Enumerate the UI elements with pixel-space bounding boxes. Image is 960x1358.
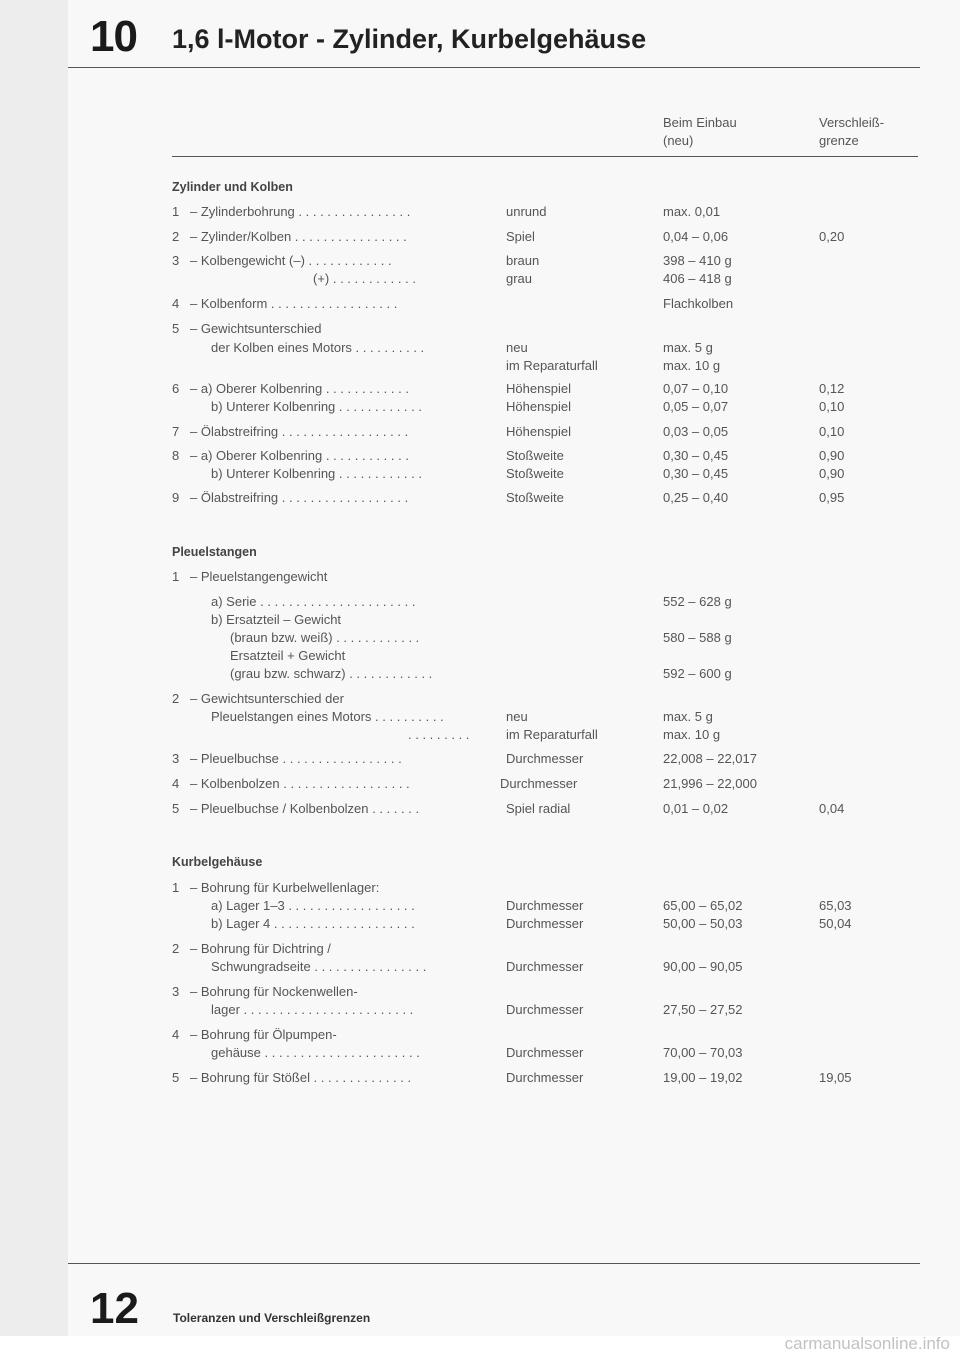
table-row xyxy=(0,612,960,630)
row-label: a) Serie . . . . . . . . . . . . . . . . . . . . . . xyxy=(211,594,416,609)
table-row xyxy=(0,630,960,648)
row-new-value: 592 – 600 g xyxy=(663,666,732,681)
row-unit: Höhenspiel xyxy=(506,424,572,439)
table-row xyxy=(0,358,960,376)
row-number: 2 xyxy=(172,229,180,244)
row-label: (grau bzw. schwarz) . . . . . . . . . . . . xyxy=(230,666,433,681)
table-row xyxy=(0,959,960,977)
row-new-value: 65,00 – 65,02 xyxy=(663,898,743,913)
row-new-value: 0,01 – 0,02 xyxy=(663,801,729,816)
table-row xyxy=(0,340,960,358)
row-label: – Ölabstreifring . . . . . . . . . . . . . . . . . . xyxy=(190,490,409,505)
row-wear-limit: 0,90 xyxy=(819,448,845,463)
page-number: 12 xyxy=(90,1284,139,1333)
row-number: 1 xyxy=(172,569,180,584)
row-number: 2 xyxy=(172,691,180,706)
row-new-value: max. 0,01 xyxy=(663,204,721,219)
row-new-value: 0,03 – 0,05 xyxy=(663,424,729,439)
row-label: Ersatzteil + Gewicht xyxy=(230,648,346,663)
row-label: gehäuse . . . . . . . . . . . . . . . . . . . . . . xyxy=(211,1045,420,1060)
watermark: carmanualsonline.info xyxy=(784,1334,950,1353)
table-row xyxy=(0,204,960,222)
row-new-value: 0,30 – 0,45 xyxy=(663,466,729,481)
row-new-value: 0,25 – 0,40 xyxy=(663,490,729,505)
row-unit: im Reparaturfall xyxy=(506,727,598,742)
row-unit: neu xyxy=(506,340,528,355)
chapter-number: 10 xyxy=(90,12,137,61)
footer-text: Toleranzen und Verschleißgrenzen xyxy=(173,1311,371,1325)
row-wear-limit: 0,10 xyxy=(819,399,845,414)
row-wear-limit: 65,03 xyxy=(819,898,852,913)
row-number: 2 xyxy=(172,941,180,956)
table-row xyxy=(0,424,960,442)
row-label: – Bohrung für Ölpumpen- xyxy=(190,1027,337,1042)
row-unit: Stoßweite xyxy=(506,466,564,481)
table-row xyxy=(0,801,960,819)
row-number: 1 xyxy=(172,880,180,895)
row-label: b) Lager 4 . . . . . . . . . . . . . . . . . . . . xyxy=(211,916,415,931)
row-new-value: max. 10 g xyxy=(663,727,721,742)
row-label: b) Unterer Kolbenring . . . . . . . . . . . . xyxy=(211,399,422,414)
section-heading-connecting-rods: Pleuelstangen xyxy=(172,545,257,559)
row-number: 4 xyxy=(172,1027,180,1042)
row-unit: unrund xyxy=(506,204,547,219)
row-number: 8 xyxy=(172,448,180,463)
table-row xyxy=(0,569,960,587)
row-unit: Durchmesser xyxy=(506,1045,584,1060)
row-unit: Spiel radial xyxy=(506,801,571,816)
table-row xyxy=(0,271,960,289)
column-header-limit: Verschleiß- grenze xyxy=(819,115,885,148)
row-number: 1 xyxy=(172,204,180,219)
row-label: der Kolben eines Motors . . . . . . . . . . xyxy=(211,340,425,355)
row-wear-limit: 0,10 xyxy=(819,424,845,439)
row-new-value: Flachkolben xyxy=(663,296,734,311)
row-new-value: 70,00 – 70,03 xyxy=(663,1045,743,1060)
row-wear-limit: 0,20 xyxy=(819,229,845,244)
row-unit: Höhenspiel xyxy=(506,399,572,414)
row-number: 9 xyxy=(172,490,180,505)
row-unit: braun xyxy=(506,253,540,268)
row-unit: Durchmesser xyxy=(506,751,584,766)
row-unit: Stoßweite xyxy=(506,490,564,505)
row-label: – Ölabstreifring . . . . . . . . . . . . . . . . . . xyxy=(190,424,409,439)
row-new-value: 19,00 – 19,02 xyxy=(663,1070,743,1085)
row-number: 7 xyxy=(172,424,180,439)
row-unit: Stoßweite xyxy=(506,448,564,463)
row-new-value: max. 10 g xyxy=(663,358,721,373)
page-title: 1,6 l-Motor - Zylinder, Kurbelgehäuse xyxy=(172,24,647,54)
table-row xyxy=(0,253,960,271)
row-new-value: 90,00 – 90,05 xyxy=(663,959,743,974)
row-number: 6 xyxy=(172,381,180,396)
row-label: (braun bzw. weiß) . . . . . . . . . . . . xyxy=(230,630,420,645)
row-label: – Pleuelstangengewicht xyxy=(190,569,328,584)
table-row xyxy=(0,448,960,466)
row-number: 3 xyxy=(172,751,180,766)
row-number: 5 xyxy=(172,801,180,816)
row-unit: im Reparaturfall xyxy=(506,358,598,373)
row-label: a) Lager 1–3 . . . . . . . . . . . . . . . . . . xyxy=(211,898,415,913)
row-label: – Bohrung für Stößel . . . . . . . . . . . . . . xyxy=(190,1070,412,1085)
table-row xyxy=(0,594,960,612)
row-label: – Gewichtsunterschied xyxy=(190,321,322,336)
row-label: – Pleuelbuchse . . . . . . . . . . . . . . . . . xyxy=(190,751,402,766)
row-new-value: 21,996 – 22,000 xyxy=(663,776,757,791)
row-label: Pleuelstangen eines Motors . . . . . . . . . . xyxy=(211,709,444,724)
row-unit: Durchmesser xyxy=(506,898,584,913)
row-unit: Durchmesser xyxy=(506,959,584,974)
row-wear-limit: 0,90 xyxy=(819,466,845,481)
row-wear-limit: 0,12 xyxy=(819,381,845,396)
row-number: 3 xyxy=(172,253,180,268)
row-label: – Kolbengewicht (–) . . . . . . . . . . . . xyxy=(190,253,392,268)
row-label: b) Ersatzteil – Gewicht xyxy=(211,612,342,627)
row-unit: grau xyxy=(506,271,533,286)
table-row xyxy=(0,1070,960,1088)
row-label: Schwungradseite . . . . . . . . . . . . . . . . xyxy=(211,959,427,974)
row-label: . . . . . . . . . xyxy=(408,727,470,742)
row-new-value: 406 – 418 g xyxy=(663,271,732,286)
row-label: lager . . . . . . . . . . . . . . . . . . . . . . . . xyxy=(211,1002,414,1017)
header-rule xyxy=(68,67,920,68)
row-wear-limit: 50,04 xyxy=(819,916,852,931)
row-label: – Zylinder/Kolben . . . . . . . . . . . . . . . . xyxy=(190,229,407,244)
table-row xyxy=(0,648,960,666)
row-number: 5 xyxy=(172,1070,180,1085)
row-label: – Pleuelbuchse / Kolbenbolzen . . . . . . . xyxy=(190,801,420,816)
column-header-new: Beim Einbau (neu) xyxy=(663,115,737,148)
row-new-value: 0,07 – 0,10 xyxy=(663,381,729,396)
row-label: – Gewichtsunterschied der xyxy=(190,691,344,706)
row-new-value: 580 – 588 g xyxy=(663,630,732,645)
table-row xyxy=(0,1027,960,1045)
row-label: – a) Oberer Kolbenring . . . . . . . . . . . . xyxy=(190,381,409,396)
row-wear-limit: 19,05 xyxy=(819,1070,852,1085)
footer-rule xyxy=(68,1263,920,1264)
table-row xyxy=(0,381,960,399)
row-new-value: 552 – 628 g xyxy=(663,594,732,609)
table-row xyxy=(0,296,960,314)
row-new-value: 50,00 – 50,03 xyxy=(663,916,743,931)
row-number: 4 xyxy=(172,776,180,791)
table-row xyxy=(0,776,960,794)
row-label: b) Unterer Kolbenring . . . . . . . . . . . . xyxy=(211,466,422,481)
row-new-value: max. 5 g xyxy=(663,340,713,355)
table-row xyxy=(0,751,960,769)
table-row xyxy=(0,898,960,916)
table-row xyxy=(0,399,960,417)
row-new-value: 0,05 – 0,07 xyxy=(663,399,729,414)
table-row xyxy=(0,490,960,508)
table-row xyxy=(0,666,960,684)
row-label: – Zylinderbohrung . . . . . . . . . . . . . . . . xyxy=(190,204,411,219)
row-new-value: 27,50 – 27,52 xyxy=(663,1002,743,1017)
table-row xyxy=(0,691,960,709)
table-row xyxy=(0,1045,960,1063)
row-unit: neu xyxy=(506,709,528,724)
row-new-value: max. 5 g xyxy=(663,709,713,724)
row-number: 3 xyxy=(172,984,180,999)
table-row xyxy=(0,229,960,247)
row-new-value: 22,008 – 22,017 xyxy=(663,751,757,766)
table-row xyxy=(0,709,960,727)
row-unit: Durchmesser xyxy=(506,916,584,931)
section-heading-cylinder: Zylinder und Kolben xyxy=(172,180,293,194)
row-label: – Bohrung für Kurbelwellenlager: xyxy=(190,880,380,895)
table-header-rule xyxy=(172,156,918,157)
table-row xyxy=(0,1002,960,1020)
table-row xyxy=(0,727,960,745)
row-wear-limit: 0,95 xyxy=(819,490,845,505)
row-label: – Bohrung für Dichtring / xyxy=(190,941,331,956)
row-label: – Bohrung für Nockenwellen- xyxy=(190,984,358,999)
row-number: 4 xyxy=(172,296,180,311)
section-heading-crankcase: Kurbelgehäuse xyxy=(172,855,263,869)
row-wear-limit: 0,04 xyxy=(819,801,845,816)
row-unit: Durchmesser xyxy=(506,1002,584,1017)
row-unit: Spiel xyxy=(506,229,535,244)
row-new-value: 398 – 410 g xyxy=(663,253,732,268)
row-label: – Kolbenbolzen . . . . . . . . . . . . . . . . . . xyxy=(190,776,410,791)
row-label: – Kolbenform . . . . . . . . . . . . . . . . . . xyxy=(190,296,398,311)
row-unit: Durchmesser xyxy=(506,1070,584,1085)
row-unit: Höhenspiel xyxy=(506,381,572,396)
row-label: (+) . . . . . . . . . . . . xyxy=(313,271,416,286)
table-row xyxy=(0,941,960,959)
table-row xyxy=(0,984,960,1002)
table-row xyxy=(0,916,960,934)
table-row xyxy=(0,466,960,484)
table-row xyxy=(0,321,960,339)
table-row xyxy=(0,880,960,898)
row-number: 5 xyxy=(172,321,180,336)
row-unit: Durchmesser xyxy=(500,776,578,791)
row-new-value: 0,04 – 0,06 xyxy=(663,229,729,244)
row-label: – a) Oberer Kolbenring . . . . . . . . . . . . xyxy=(190,448,409,463)
row-new-value: 0,30 – 0,45 xyxy=(663,448,729,463)
